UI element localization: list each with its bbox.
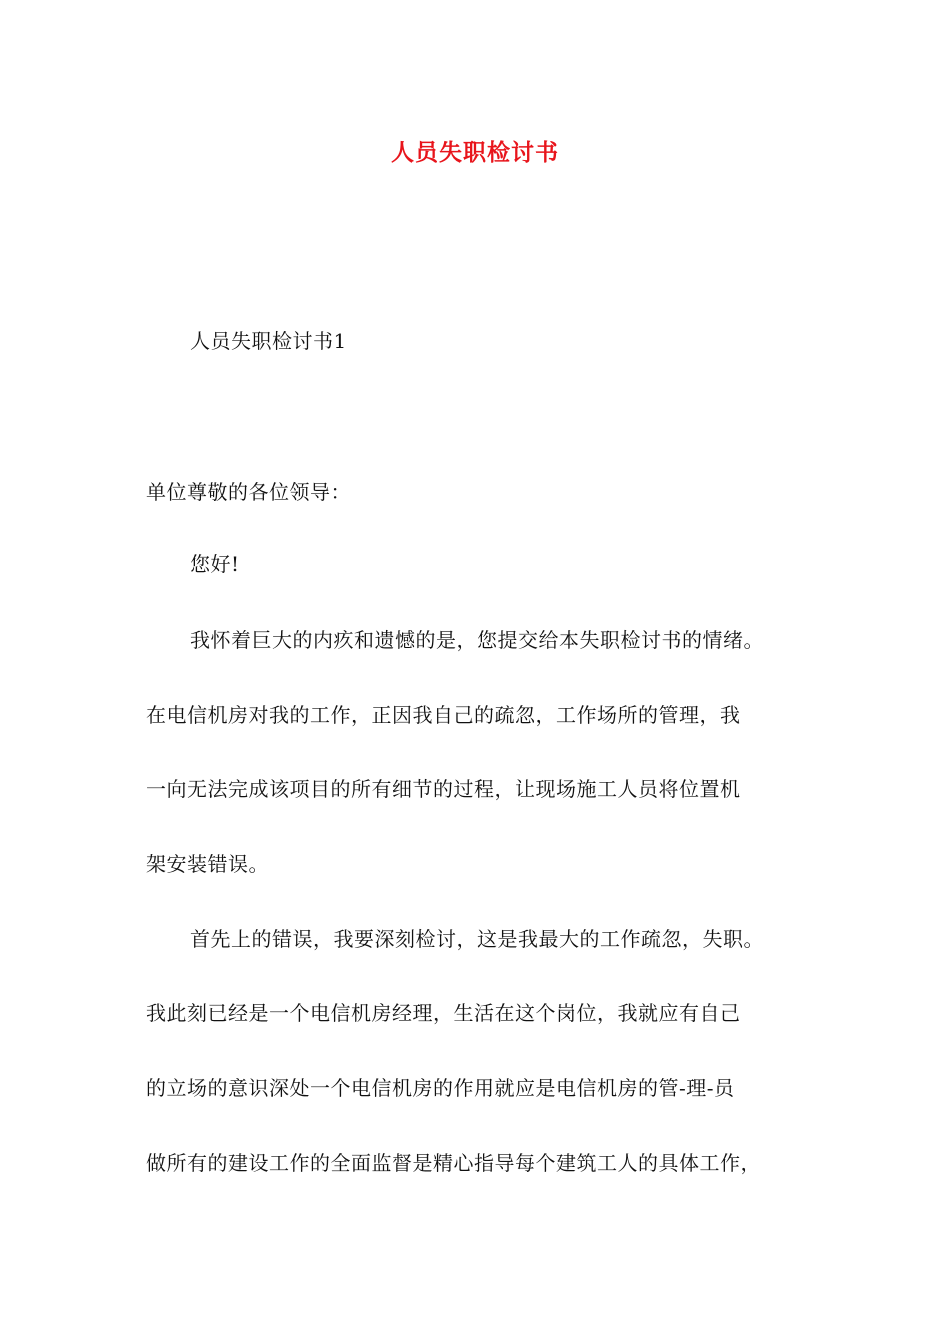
paragraph-1-line-4: 架安装错误。 (146, 852, 269, 876)
salutation: 单位尊敬的各位领导： (146, 480, 351, 504)
paragraph-1-line-1: 我怀着巨大的内疚和遗憾的是，您提交给本失职检讨书的情绪。 (190, 628, 764, 652)
paragraph-1-line-3: 一向无法完成该项目的所有细节的过程，让现场施工人员将位置机 (146, 777, 741, 801)
document-title: 人员失职检讨书 (391, 139, 559, 166)
greeting: 您好! (190, 552, 240, 576)
paragraph-1-line-2: 在电信机房对我的工作，正因我自己的疏忽，工作场所的管理，我 (146, 703, 741, 727)
paragraph-2-line-2: 我此刻已经是一个电信机房经理，生活在这个岗位，我就应有自己 (146, 1001, 741, 1025)
section-heading: 人员失职检讨书1 (190, 329, 347, 353)
paragraph-2-line-3: 的立场的意识深处一个电信机房的作用就应是电信机房的管-理-员 (146, 1076, 735, 1100)
paragraph-2-line-4: 做所有的建设工作的全面监督是精心指导每个建筑工人的具体工作， (146, 1151, 761, 1175)
paragraph-2-line-1: 首先上的错误，我要深刻检讨，这是我最大的工作疏忽，失职。 (190, 927, 764, 951)
